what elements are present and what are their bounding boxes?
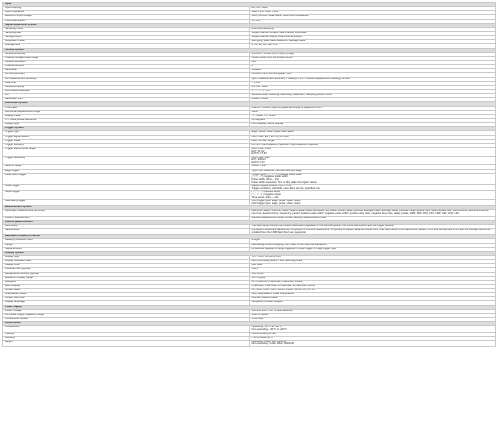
spec-value: 20MHz (±4dB)	[249, 98, 496, 102]
spec-value: 400V (DC+AC peak value, 1MΩ input impedance)	[249, 15, 496, 19]
spec-value: Simplified Chinese, English	[249, 301, 496, 305]
spec-value: 100MHz	[249, 69, 496, 73]
spec-label: Background intensity (typical)	[3, 272, 250, 276]
spec-label: Display type	[3, 255, 250, 259]
spec-label: Signal amount	[3, 247, 250, 251]
spec-label: X-Y mode phase difference	[3, 118, 250, 122]
spec-label: Waveform display range	[3, 276, 250, 280]
spec-value: 2 groups of reference waveforms, 16 groups of common waveforms, 16 groups of setups, save and recall from USB flash drive of the waveforms, setups, CSV and bitmap files (CSV and the bitmaps cannot be recalled from the USB flash disc) are supported	[249, 229, 496, 235]
spec-value: Y-T mode, X-Y mode	[249, 114, 496, 118]
spec-label: Reading resolution ratio	[3, 239, 250, 243]
spec-label: Humidity	[3, 336, 250, 340]
spec-value: Maximum value, minimum value, peak to peak value, amplitude, top value, bottom value, periodic average value, average value, periodic mean square root, mean square root, rise extreme, descend extreme, rise time, descend time, frequency, period, positive pulse width, negative pulse width, positive duty ratio, negative duty ratio, delay, phase, FRR, FRF, FFR, FFF, LRR, LRF, LFR, LFF	[249, 210, 496, 216]
spec-label: Height	[3, 340, 250, 346]
spec-label: Maximum input voltage	[3, 15, 250, 19]
spec-label: Vertical coupling	[3, 85, 250, 89]
spec-label: Time base	[3, 106, 250, 110]
spec-value: AC, DC, GND	[249, 7, 496, 11]
spec-value: 14 × 8 grids	[249, 276, 496, 280]
spec-value: 1MΩ ± 2%, 16pF ± 3pF	[249, 11, 496, 15]
spec-value: Point display, vector display	[249, 123, 496, 127]
spec-label: Consumption power	[3, 318, 250, 322]
spec-value: Sampling, peak value detection, average value	[249, 40, 496, 44]
spec-label: Input coupling	[3, 7, 250, 11]
spec-label: Interpolation mode	[3, 293, 250, 297]
spec-label: Screen saver	[3, 289, 250, 293]
spec-value: 100ns ~ 10s	[249, 165, 496, 169]
spec-label: Vertical resolution	[3, 60, 250, 64]
spec-value: 1X, 10X	[249, 19, 496, 23]
spec-label: Trigger signal source	[3, 135, 250, 139]
spec-value: Manual measurement mode, cursor tracking measurement mode	[249, 216, 496, 220]
spec-label: Bandwidth limit	[3, 98, 250, 102]
spec-label: Cursor measurement	[3, 216, 250, 220]
spec-table-body	[3, 3, 496, 347]
spec-value: CH1, CH2, EXT, EXT/5, AC Line	[249, 135, 496, 139]
spec-label: Horizontal displacement range	[3, 110, 250, 114]
spec-value: Off, 1 second, 2 seconds, 5 seconds, infinite	[249, 280, 496, 284]
spec-label: DC measurement accuracy	[3, 77, 250, 81]
spec-label: Trigger type	[3, 131, 250, 135]
spec-value: 100-240 VAC, CAT II, auto selection	[249, 309, 496, 313]
spec-label: Range	[3, 243, 250, 247]
spec-label: Auto setup	[3, 224, 250, 228]
spec-label: Channel amount	[3, 65, 250, 69]
spec-value: DC, AC, Low-frequency rejection, high-frequency rejection	[249, 143, 496, 147]
spec-label: Bandwidth	[3, 69, 250, 73]
spec-value: Window mode: Hanning, Hamming, Blackman, Sampling points: 1024	[249, 94, 496, 98]
section-heading: Measurement system	[3, 206, 496, 210]
spec-value: Type: rise, descend, rise and descend edge	[249, 169, 496, 173]
spec-value: ±10div offset from the screen center	[249, 56, 496, 60]
spec-label: Temperature	[3, 326, 250, 332]
spec-value: 30VA Max	[249, 318, 496, 322]
spec-value: 2 seconds, 5 seconds, 10 seconds, 20 seconds, infinite	[249, 284, 496, 288]
spec-label: Display color	[3, 264, 250, 268]
spec-value: Operating: -10°C to +40°C Non-operating: -20°C to +60°C	[249, 326, 496, 332]
spec-label: FFT	[3, 94, 250, 98]
spec-label: Slew off range	[3, 165, 250, 169]
spec-label: Saved/recall	[3, 229, 250, 235]
spec-label: Menu display	[3, 284, 250, 288]
spec-label: Display resolution ratio	[3, 260, 250, 264]
spec-row	[3, 147, 496, 156]
spec-value: Normal, inverse phase	[249, 297, 496, 301]
spec-value: 2	[249, 65, 496, 69]
spec-label: Screen color skin	[3, 297, 250, 301]
spec-value: Sine interpolation, linear interpolation	[249, 293, 496, 297]
spec-value: 8bit	[249, 60, 496, 64]
spec-value: Auto, normal, single	[249, 139, 496, 143]
spec-value: 2mV/div: ±4%, the rest grade: ±3%	[249, 73, 496, 77]
spec-value: + , − , × , ÷ , FFT	[249, 89, 496, 93]
spec-row	[3, 156, 496, 165]
spec-row	[3, 340, 496, 346]
spec-label: Trigger mode	[3, 139, 250, 143]
spec-value: Single channel 40kpts, Dual channel 20kpts	[249, 36, 496, 40]
section-heading: Hardware frequency counter	[3, 235, 496, 239]
spec-label: Slope trigger	[3, 191, 250, 200]
spec-label: Probe attenuation	[3, 19, 250, 23]
section-heading: Control panel function	[3, 220, 496, 224]
spec-row	[3, 173, 496, 184]
spec-label: Contrast ratio (typical)	[3, 268, 250, 272]
spec-label: Afterglow	[3, 280, 250, 284]
spec-value: 800 (horizontal) pixels × 480 (vertical) pixels	[249, 260, 496, 264]
spec-value: 6 digits	[249, 239, 496, 243]
section-heading: Horizontal system	[3, 102, 496, 106]
spec-value: 10div	[249, 110, 496, 114]
spec-label: Acquisition mode	[3, 40, 250, 44]
spec-label: AC and accuracy	[3, 73, 250, 77]
spec-label: Sampling mode	[3, 27, 250, 31]
spec-label: Display mode	[3, 114, 250, 118]
spec-label: Rise time	[3, 81, 250, 85]
spec-label: Pulse width trigger	[3, 173, 250, 184]
spec-value: CH1, CH2: 1div EXT: 200mV EXT/5: ±1V	[249, 156, 496, 165]
spec-value: CH1, CH2: ±5div EXT: ±1.5V EXT/5: ±7.5V	[249, 147, 496, 156]
spec-label: Display type	[3, 123, 250, 127]
spec-label: Trigger sensitivity	[3, 156, 250, 165]
spec-label: Input impedance	[3, 11, 250, 15]
spec-value: AC, DC, GND	[249, 85, 496, 89]
spec-label: Storage depth	[3, 36, 250, 40]
section-heading: Trigger system	[3, 127, 496, 131]
spec-value: < 90% below 40°C	[249, 336, 496, 340]
spec-value: ±3 Degrees	[249, 118, 496, 122]
spec-label: Video trigger	[3, 185, 250, 191]
spec-value: Trigger type: ( > , < , = ) positive pulse width ( > , < , = ) negative pulse width Pulse width: 20ns ~ 10s Pulse width resolution: 5ns or fifty (take the higher value)	[249, 173, 496, 184]
spec-label: Channel voltage offset range	[3, 56, 250, 60]
spec-value: All sources capable of being triggered in pulse trigger or edge trigger type	[249, 247, 496, 251]
spec-value: 500:1	[249, 268, 496, 272]
spec-label: Trigger coupling	[3, 143, 250, 147]
section-heading: Input	[3, 3, 496, 7]
spec-value: 2ns/div ~ 50s/div, step 12 grade according to sequence 1-2-5	[249, 106, 496, 110]
spec-label: Automatic measurement (32 kinds)	[3, 210, 250, 216]
spec-value: ±[DC measurement accuracy × reading + 3% × vertical displacement reading] +0.3div	[249, 77, 496, 81]
spec-label: Cooling	[3, 332, 250, 336]
spec-label: Display language	[3, 301, 250, 305]
spec-label: Alternating trigger	[3, 200, 250, 206]
spec-value: 64K color	[249, 264, 496, 268]
spec-label: Vertical sensitivity	[3, 52, 250, 56]
spec-value: Real-time sampling	[249, 27, 496, 31]
spec-table	[2, 2, 496, 347]
spec-value: 45Hz to 440Hz	[249, 313, 496, 317]
spec-label: AC power supply frequency range	[3, 313, 250, 317]
spec-value: TFT 7-inch (178mm) LCD	[249, 255, 496, 259]
spec-value: Operating: under 3km (9842ft) Non-operating: under 15km (49212ft)	[249, 340, 496, 346]
spec-value: Support signal system: PAL, NTSC Trigger condition: odd field, even field, all row, specified row	[249, 185, 496, 191]
spec-value: ( > , < , = ) positive slope ( > , < , = ) negative slope Time setup: 20ns ~ 10s	[249, 191, 496, 200]
spec-value: 300 nit/m2	[249, 272, 496, 276]
spec-label: Arithmetical operation	[3, 89, 250, 93]
spec-value: 4, 16, 32, 64, 128, 256	[249, 44, 496, 48]
spec-value: CH1 trigger type: edge, pulse, video, slope CH2 trigger type: edge, pulse, video, slope	[249, 200, 496, 206]
section-heading: Vertical system	[3, 48, 496, 52]
spec-label: Sampling rate	[3, 31, 250, 35]
spec-value: Forced cooling of fan	[249, 332, 496, 336]
section-heading: Power supply	[3, 305, 496, 309]
spec-value: < 3.5ns	[249, 81, 496, 85]
section-heading: Signal acquisition system	[3, 23, 496, 27]
spec-row	[3, 191, 496, 200]
spec-value: Single channel 1GSa/s, dual channel 500MSa/s	[249, 31, 496, 35]
spec-value: 2mV/div ~ 5V/div (1-2-5 step by step)	[249, 52, 496, 56]
section-heading: Display system	[3, 251, 496, 255]
spec-label: Trigger electric level range	[3, 147, 250, 156]
section-heading: Environment	[3, 322, 496, 326]
spec-label: Average time	[3, 44, 250, 48]
spec-value: Edge, pulse, video, slope, alternation	[249, 131, 496, 135]
spec-value: The auto setup function can realize automatic regulation of the vertical system, the horizontal system and the trigger position	[249, 224, 496, 228]
spec-value: Off, 1min, 2min, 5min, 10min, 15min, 30min, 1h, 2h, 5h	[249, 289, 496, 293]
spec-label: Power voltage	[3, 309, 250, 313]
spec-label: Edge trigger	[3, 169, 250, 173]
spec-value: Alternating current coupling, from 10Hz to the maximal bandwidth	[249, 243, 496, 247]
